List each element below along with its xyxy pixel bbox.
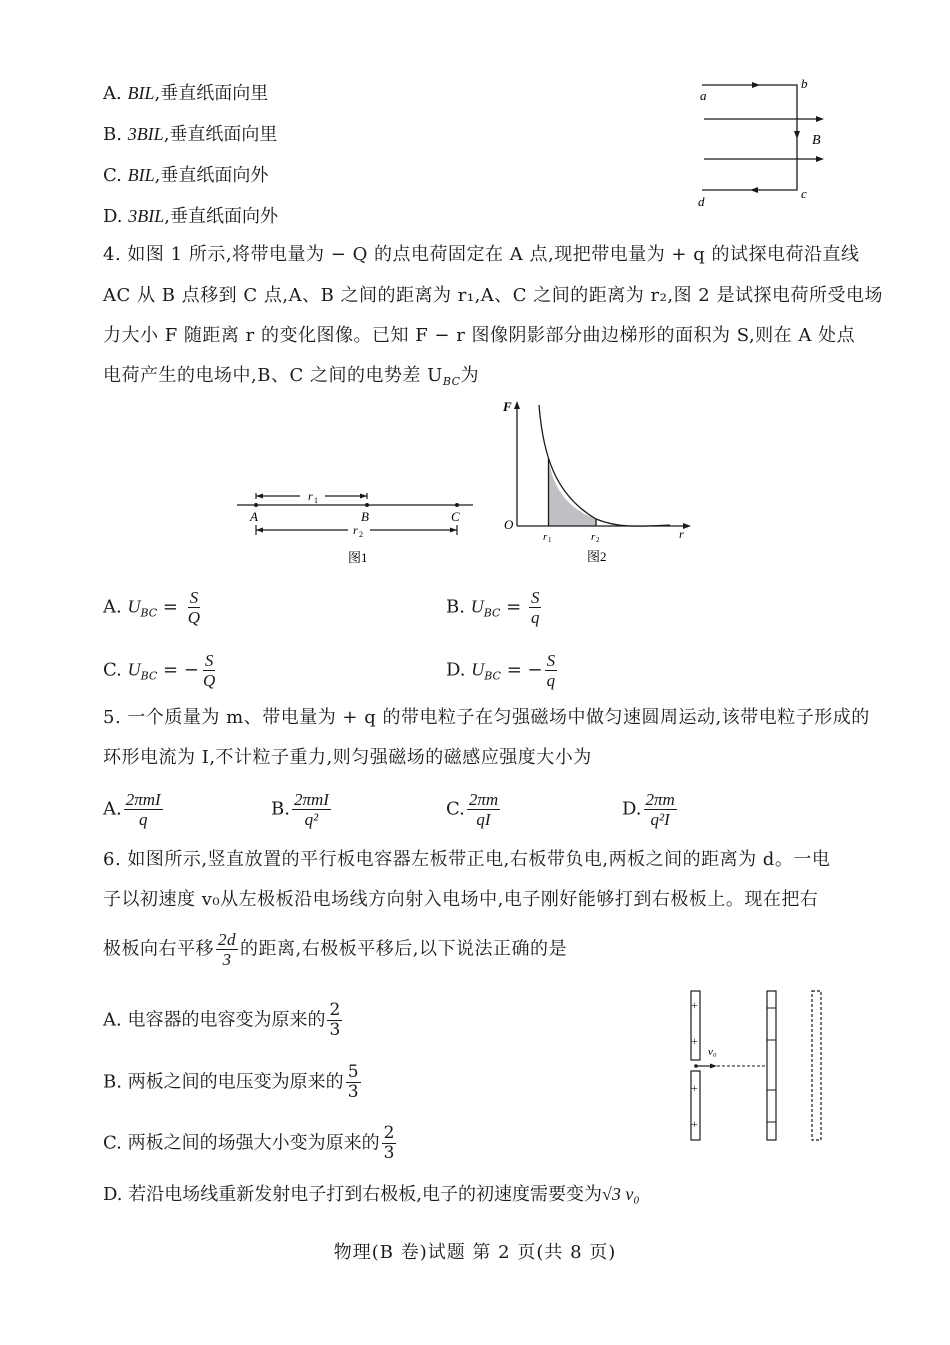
q3-option-b [103,122,277,147]
r1-subscript: 1 [314,496,318,505]
subscript: BC [442,375,461,388]
option-text: 电容器的电容变为原来的 [127,1009,326,1031]
option-label: D. [622,798,642,820]
comma: , [154,165,161,186]
r2-label: r [353,523,358,537]
q6-option-c [103,1124,398,1163]
option-tail: √3 v₀ [601,1184,640,1204]
fraction [124,790,163,829]
q5-option-b [271,790,333,829]
option-value: 3BIL [128,206,165,226]
option-label: D. [103,206,123,227]
option-text: 若沿电场线重新发射电子打到右极板,电子的初速度需要变为 [128,1184,602,1205]
q4-option-c [103,651,219,690]
q3-option-c [103,163,268,188]
fraction [382,1124,397,1163]
numerator: S [189,588,199,607]
q5-option-a [103,790,165,829]
sign: − [183,659,199,681]
lhs: U [471,659,485,680]
q4-figure-1 [230,485,480,570]
numerator: 2πm [645,790,675,809]
option-text: 两板之间的电压变为原来的 [127,1071,344,1093]
subscript: BC [483,606,501,620]
fraction [346,1063,361,1102]
lhs: U [127,659,141,680]
q6-option-b [103,1063,363,1102]
fraction [644,790,677,829]
numerator: S [546,651,556,670]
equals: = [162,596,179,618]
numerator: 2 [329,1000,341,1020]
q4-option-a [103,588,204,627]
question-text: 一个质量为 m、带电量为 + q 的带电粒子在匀强磁场中做匀速圆周运动,该带电粒子形成的 [127,707,870,728]
option-label: A. [103,596,122,618]
q6-option-a [103,1001,344,1040]
question-text: 如图 1 所示,将带电量为 − Q 的点电荷固定在 A 点,现把带电量为 + q 的试探电荷沿直线 [127,244,860,265]
denominator: Q [202,671,216,690]
subscript: BC [140,669,158,683]
option-direction: 垂直纸面向里 [169,124,278,145]
point-C: C [451,509,460,524]
question-number: 4. [103,244,122,265]
fraction [292,790,331,829]
option-direction: 垂直纸面向外 [169,206,278,227]
option-label: B. [103,124,122,145]
label-c: c [801,186,807,201]
question-text: 电荷产生的电场中,B、C 之间的电势差 U [103,365,443,386]
label-d: d [698,194,705,209]
fraction [545,651,558,690]
numerator: 2πmI [293,790,329,809]
option-label: C. [103,165,122,186]
q6-capacitor-figure [685,988,830,1148]
q3-circuit-figure [690,76,830,211]
comma: , [154,83,161,104]
label-b: b [801,76,808,91]
plus-sign: + [691,1034,698,1048]
figure-2-caption: 图2 [587,549,607,564]
q6-line-2: 子以初速度 v₀从左极板沿电场线方向射入电场中,电子刚好能够打到右极板上。现在把右 [103,889,819,910]
option-label: A. [103,798,122,820]
x-axis-r-label: r [679,527,684,541]
q6-line-3 [103,930,567,969]
option-label: B. [271,798,290,820]
option-label: A. [103,1009,122,1031]
subscript: BC [140,606,158,620]
equals: = [506,659,522,681]
q5-line-1 [103,706,870,730]
question-text: 如图所示,竖直放置的平行板电容器左板带正电,右板带负电,两板之间的距离为 d。一电 [127,849,831,870]
option-label: A. [103,83,122,104]
point-B: B [361,509,369,524]
question-text: 为 [460,365,480,386]
r2-tick-label: r [591,531,596,543]
lhs: U [470,596,484,617]
denominator: q [546,671,556,690]
q4-line-1 [103,243,859,267]
fraction [201,651,217,690]
denominator: 3 [347,1082,359,1102]
question-number: 5. [103,707,122,728]
denominator: q² [304,810,319,829]
numerator: 2πmI [125,790,161,809]
velocity-v0-label: v₀ [708,1046,717,1058]
denominator: q²I [650,810,670,829]
option-value: BIL [127,165,155,185]
r2-subscript: 2 [359,530,363,539]
figure-1-caption: 图1 [348,550,368,565]
r1-label: r [308,489,313,503]
numerator: 2 [383,1123,395,1143]
q4-line-4 [103,364,479,394]
q5-line-2: 环形电流为 I,不计粒子重力,则匀强磁场的磁感应强度大小为 [103,747,592,768]
option-value: BIL [127,83,155,103]
option-value: 3BIL [127,124,164,144]
y-axis-F-label: F [503,399,512,414]
numerator: 2πm [468,790,499,809]
q4-figure-2-f-r-graph [495,395,695,570]
origin-label: O [504,517,514,532]
fraction [529,588,542,627]
label-field-B: B [812,133,821,148]
q4-line-3: 力大小 F 随距离 r 的变化图像。已知 F − r 图像阴影部分曲边梯形的面积为 S,则在 A 处点 [103,325,856,346]
denominator: 3 [383,1143,395,1163]
option-label: C. [446,798,465,820]
sign: − [527,659,543,681]
denominator: q [138,810,148,829]
plus-sign: + [691,998,698,1012]
option-label: D. [446,659,466,681]
q3-option-d [103,204,278,229]
q4-option-d [446,651,559,690]
plus-sign: + [691,1117,698,1131]
q3-option-a [103,81,268,106]
option-direction: 垂直纸面向外 [160,165,269,186]
option-direction: 垂直纸面向里 [160,83,269,104]
q4-line-2: AC 从 B 点移到 C 点,A、B 之间的距离为 r₁,A、C 之间的距离为 r₂,图 2 是试探电荷所受电场 [103,285,883,306]
equals: = [506,596,522,618]
q5-option-c [446,790,502,829]
lhs: U [127,596,141,617]
label-a: a [700,88,707,103]
question-text: 极板向右平移 [103,938,214,960]
fraction [186,588,202,627]
q6-option-d [103,1182,640,1207]
point-A: A [250,509,258,524]
option-label: D. [103,1184,123,1205]
denominator: q [530,608,540,627]
numerator: 5 [347,1062,359,1082]
comma: , [164,206,170,227]
option-text: 两板之间的场强大小变为原来的 [127,1132,380,1154]
numerator: S [530,588,540,607]
comma: , [163,124,170,145]
q4-option-b [446,588,543,627]
subscript: BC [484,669,501,683]
denominator: qI [476,810,491,829]
denominator: 3 [329,1020,341,1040]
page-footer: 物理(B 卷)试题 第 2 页(共 8 页) [333,1242,617,1263]
option-label: B. [446,596,465,618]
r2-subscript: 2 [596,536,600,544]
option-label: C. [103,659,122,681]
denominator: 3 [222,950,232,969]
denominator: Q [187,608,201,627]
question-number: 6. [103,849,122,870]
q5-option-d [622,790,679,829]
numerator: S [204,651,214,670]
numerator: 2d [218,930,236,949]
option-label: C. [103,1132,122,1154]
equals: = [163,659,179,681]
fraction [467,790,500,829]
shift-fraction [216,930,238,969]
fraction [327,1001,342,1040]
option-label: B. [103,1071,122,1093]
r1-tick-label: r [543,531,548,543]
r1-subscript: 1 [548,536,552,544]
q6-line-1 [103,848,830,872]
question-text: 的距离,右极板平移后,以下说法正确的是 [240,938,567,960]
plus-sign: + [691,1081,698,1095]
